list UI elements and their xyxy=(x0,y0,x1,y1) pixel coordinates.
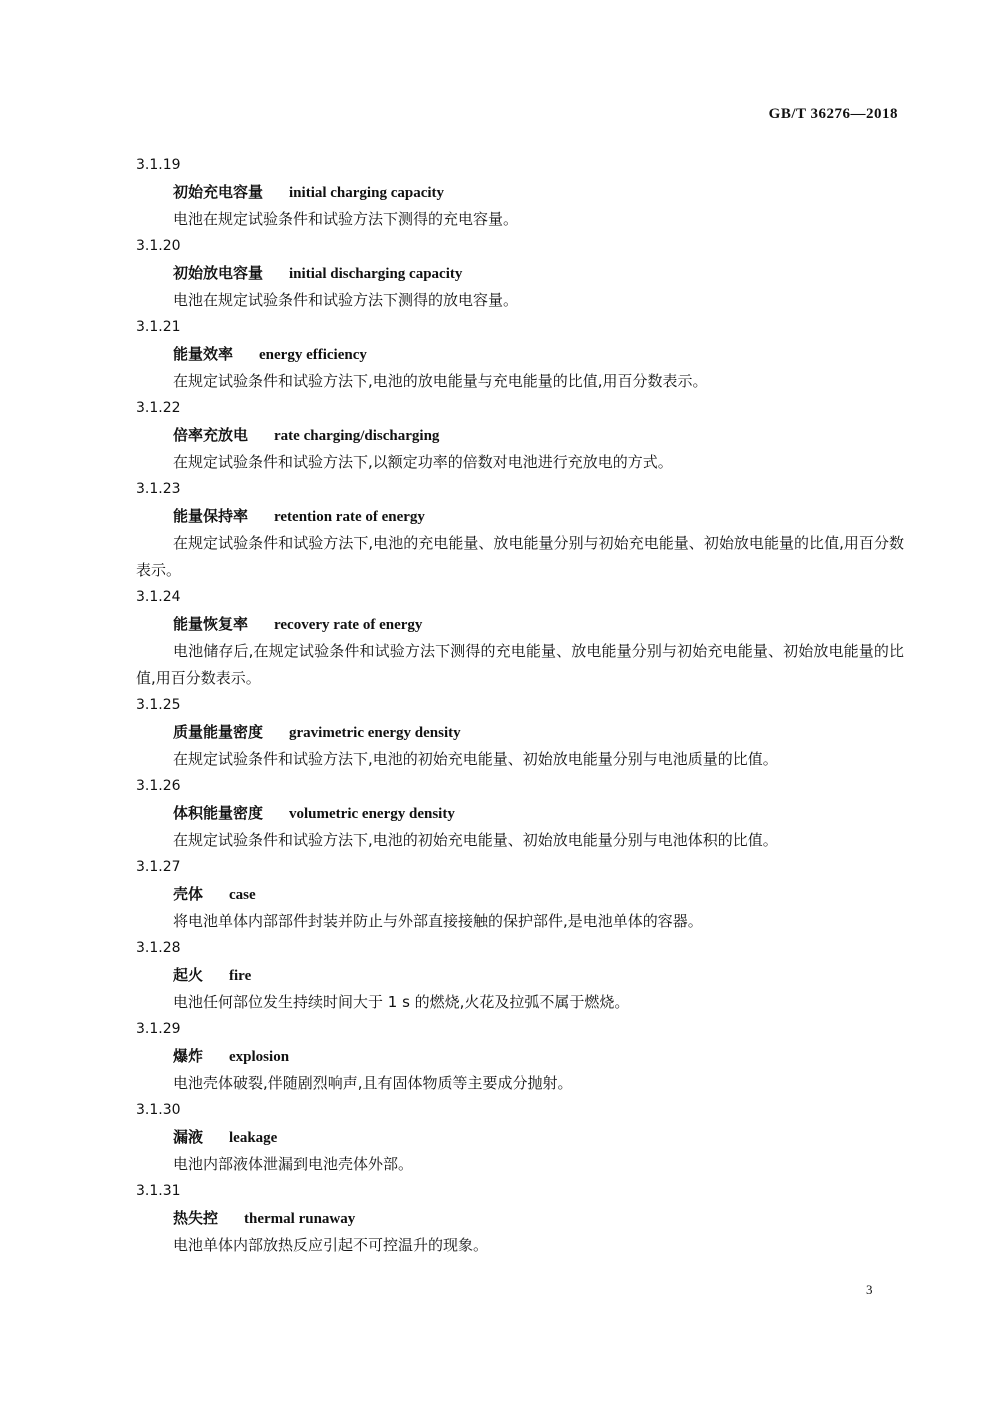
term-heading xyxy=(136,422,904,449)
term-heading xyxy=(136,800,904,827)
term-number: 3.1.23 xyxy=(136,481,181,497)
term-definition: 电池储存后,在规定试验条件和试验方法下测得的充电能量、放电能量分别与初始充电能量、初始放电能量的比值,用百分数表示。 xyxy=(136,642,904,687)
term-definition: 在规定试验条件和试验方法下,电池的初始充电能量、初始放电能量分别与电池质量的比值。 xyxy=(173,750,778,768)
term-heading xyxy=(136,719,904,746)
term-english: rate charging/discharging xyxy=(274,428,440,444)
term-definition: 电池壳体破裂,伴随剧烈响声,且有固体物质等主要成分抛射。 xyxy=(173,1074,573,1092)
term-chinese: 热失控 xyxy=(173,1209,219,1227)
term-number: 3.1.22 xyxy=(136,400,181,416)
term-number: 3.1.19 xyxy=(136,157,181,173)
term-heading xyxy=(136,503,904,530)
term-entry xyxy=(136,935,904,1016)
term-chinese: 漏液 xyxy=(173,1128,204,1146)
term-number: 3.1.26 xyxy=(136,778,181,794)
term-definition: 在规定试验条件和试验方法下,以额定功率的倍数对电池进行充放电的方式。 xyxy=(173,453,673,471)
term-english: volumetric energy density xyxy=(289,806,455,822)
term-heading xyxy=(136,1043,904,1070)
term-entry xyxy=(136,476,904,584)
term-number: 3.1.20 xyxy=(136,238,181,254)
term-english: case xyxy=(229,887,256,903)
term-entry xyxy=(136,395,904,476)
standard-code-header: GB/T 36276—2018 xyxy=(768,106,898,122)
term-heading xyxy=(136,341,904,368)
term-heading xyxy=(136,962,904,989)
term-definition: 在规定试验条件和试验方法下,电池的放电能量与充电能量的比值,用百分数表示。 xyxy=(173,372,708,390)
term-chinese: 倍率充放电 xyxy=(173,426,249,444)
term-number: 3.1.27 xyxy=(136,859,181,875)
term-entry xyxy=(136,773,904,854)
term-english: recovery rate of energy xyxy=(274,617,423,633)
term-number: 3.1.25 xyxy=(136,697,181,713)
term-entry xyxy=(136,854,904,935)
term-chinese: 能量恢复率 xyxy=(173,615,249,633)
term-definition: 将电池单体内部部件封装并防止与外部直接接触的保护部件,是电池单体的容器。 xyxy=(173,912,703,930)
term-entry xyxy=(136,1097,904,1178)
term-chinese: 体积能量密度 xyxy=(173,804,264,822)
term-chinese: 壳体 xyxy=(173,885,204,903)
term-entry xyxy=(136,1016,904,1097)
term-chinese: 初始放电容量 xyxy=(173,264,264,282)
term-chinese: 初始充电容量 xyxy=(173,183,264,201)
term-english: thermal runaway xyxy=(244,1211,356,1227)
term-definition: 在规定试验条件和试验方法下,电池的充电能量、放电能量分别与初始充电能量、初始放电能量的比值,用百分数表示。 xyxy=(136,534,904,579)
term-entry xyxy=(136,692,904,773)
term-number: 3.1.21 xyxy=(136,319,181,335)
term-english: initial discharging capacity xyxy=(289,266,463,282)
term-chinese: 爆炸 xyxy=(173,1047,204,1065)
term-english: energy efficiency xyxy=(259,347,367,363)
term-definition: 电池任何部位发生持续时间大于 1 s 的燃烧,火花及拉弧不属于燃烧。 xyxy=(173,993,630,1011)
term-entry xyxy=(136,314,904,395)
term-number: 3.1.30 xyxy=(136,1102,181,1118)
term-english: gravimetric energy density xyxy=(289,725,461,741)
term-chinese: 能量效率 xyxy=(173,345,234,363)
term-heading xyxy=(136,1124,904,1151)
term-entry xyxy=(136,1178,904,1259)
term-english: explosion xyxy=(229,1049,290,1065)
term-number: 3.1.28 xyxy=(136,940,181,956)
term-heading xyxy=(136,881,904,908)
term-number: 3.1.24 xyxy=(136,589,181,605)
term-number: 3.1.31 xyxy=(136,1183,181,1199)
page-number: 3 xyxy=(866,1282,873,1297)
term-definition: 电池在规定试验条件和试验方法下测得的充电容量。 xyxy=(173,210,519,228)
term-chinese: 质量能量密度 xyxy=(173,723,264,741)
term-definition: 电池单体内部放热反应引起不可控温升的现象。 xyxy=(173,1236,489,1254)
term-english: retention rate of energy xyxy=(274,509,425,525)
term-definition: 在规定试验条件和试验方法下,电池的初始充电能量、初始放电能量分别与电池体积的比值。 xyxy=(173,831,778,849)
terms-list xyxy=(136,152,904,1259)
term-english: leakage xyxy=(229,1130,278,1146)
term-entry xyxy=(136,152,904,233)
term-definition: 电池内部液体泄漏到电池壳体外部。 xyxy=(173,1155,414,1173)
term-definition: 电池在规定试验条件和试验方法下测得的放电容量。 xyxy=(173,291,519,309)
term-number: 3.1.29 xyxy=(136,1021,181,1037)
term-heading xyxy=(136,1205,904,1232)
term-heading xyxy=(136,179,904,206)
term-heading xyxy=(136,260,904,287)
term-chinese: 起火 xyxy=(173,966,204,984)
term-heading xyxy=(136,611,904,638)
term-english: initial charging capacity xyxy=(289,185,445,201)
term-english: fire xyxy=(229,968,252,984)
term-entry xyxy=(136,584,904,692)
term-entry xyxy=(136,233,904,314)
term-chinese: 能量保持率 xyxy=(173,507,249,525)
